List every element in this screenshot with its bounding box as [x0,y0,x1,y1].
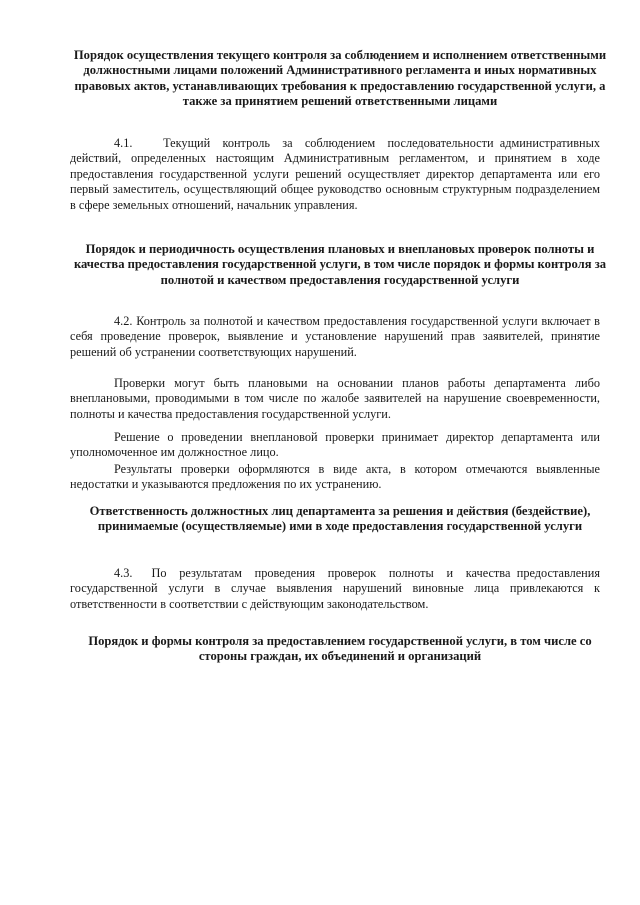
section-3-heading-text: Ответственность должностных лиц департамента за решения и действия (бездействие), принимаемые (осуществляемые) ими в ходе предоставления государственной услуги [89,504,591,534]
paragraph-4-3-text: 4.3. По результатам проведения проверок полноты и качества предоставления государственной услуги в случае выявления нарушений виновные лица привлекаются к ответственности в соответствии с действующим законодательством. [70,566,600,611]
section-1-heading-text: Порядок осуществления текущего контроля за соблюдением и исполнением ответственными должностными лицами положений Административного регламента и иных нормативных правовых актов, устанавливающих требования к предоставлению государственной услуги, а также за принятием решений ответственными лицами [73,48,607,109]
paragraph-4-2 [70,314,600,360]
paragraph-4-1 [70,136,600,213]
paragraph-4-1-text: 4.1. Текущий контроль за соблюдением последовательности административных действий, определенных настоящим Административным регламентом, и принятием в ходе предоставления государственной услуги решений осуществляет директор департамента или его первый заместитель, осуществляющий общее руководство основным структурным подразделением в сфере земельных отношений, начальник управления. [70,136,600,212]
section-4-heading-text: Порядок и формы контроля за предоставлением государственной услуги, в том числе со стороны граждан, их объединений и организаций [88,634,592,664]
paragraph-unscheduled-decision-text: Решение о проведении внеплановой проверки принимает директор департамента или уполномоченное им должностное лицо. [70,430,600,460]
section-2-heading-text: Порядок и периодичность осуществления плановых и внеплановых проверок полноты и качества предоставления государственной услуги, в том числе порядок и формы контроля за полнотой и качеством предоставления государственной услуги [73,242,607,287]
paragraph-inspections-text: Проверки могут быть плановыми на основании планов работы департамента либо внеплановыми, проводимыми в том числе по жалобе заявителей на нарушение своевременности, полноты и качества предоставления государственной услуги. [70,376,600,421]
paragraph-4-3 [70,566,600,612]
section-2-heading [70,242,610,288]
paragraph-results-text: Результаты проверки оформляются в виде акта, в котором отмечаются выявленные недостатки и указываются предложения по их устранению. [70,462,600,492]
paragraph-inspections [70,376,600,422]
section-3-heading [70,504,610,535]
paragraph-4-2-text: 4.2. Контроль за полнотой и качеством предоставления государственной услуги включает в себя проведение проверок, выявление и установление нарушений прав заявителей, принятие решений об устранении соответствующих нарушений. [70,314,600,359]
section-1-heading [70,48,610,110]
paragraph-unscheduled-decision [70,430,600,461]
paragraph-results [70,462,600,493]
section-4-heading [70,634,610,665]
